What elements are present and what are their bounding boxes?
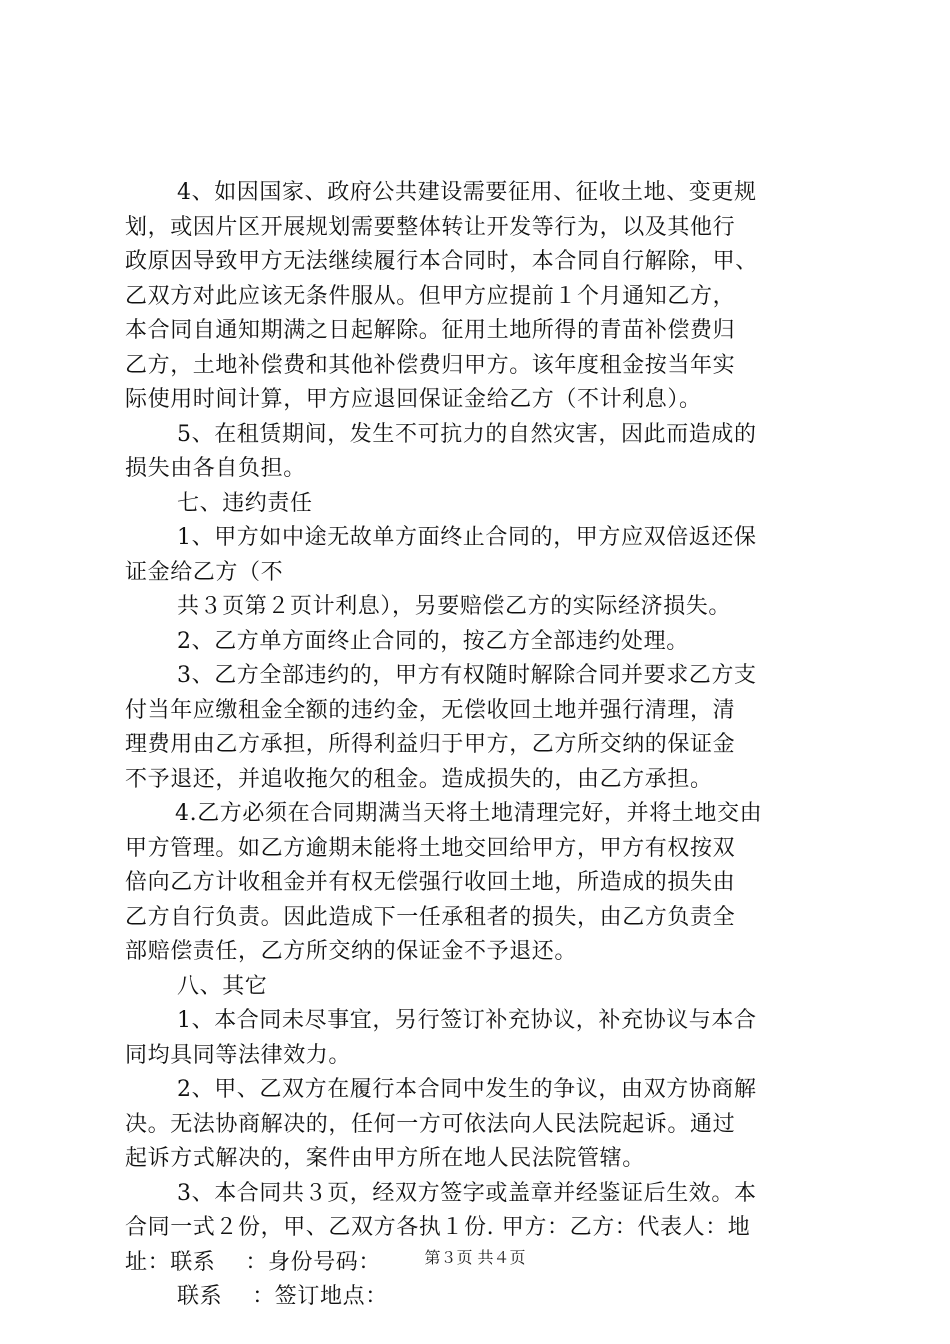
text-line: 4.乙方必须在合同期满当天将土地清理完好，并将土地交由 (175, 801, 763, 826)
text-line: 本合同自通知期满之日起解除。征用土地所得的青苗补偿费归 (125, 318, 736, 343)
contract-body (125, 176, 845, 1315)
text-line: 2、甲、乙双方在履行本合同中发生的争议，由双方协商解 (177, 1077, 757, 1102)
text-line: 乙方，土地补偿费和其他补偿费归甲方。该年度租金按当年实 (125, 352, 736, 378)
text-line: 3、本合同共３页，经双方签字或盖章并经鉴证后生效。本 (177, 1180, 757, 1206)
text-line: 3、乙方全部违约的，甲方有权随时解除合同并要求乙方支 (177, 663, 757, 688)
text-line: 证金给乙方（不 (125, 559, 284, 585)
signature-label: 联系 (177, 1284, 223, 1309)
text-line: 1、甲方如中途无故单方面终止合同的，甲方应双倍返还保 (177, 525, 757, 550)
text-line: 合同一式２份，甲、乙双方各执１份. 甲方：乙方：代表人：地 (125, 1215, 751, 1240)
text-line: 不予退还，并追收拖欠的租金。造成损失的，由乙方承担。 (125, 766, 713, 792)
text-line: 2、乙方单方面终止合同的，按乙方全部违约处理。 (177, 628, 689, 654)
signature-label: 址：联系 (125, 1249, 216, 1275)
page-footer: 第３页 共４页 (424, 1248, 526, 1267)
text-line: 1、本合同未尽事宜，另行签订补充协议，补充协议与本合 (177, 1008, 757, 1033)
text-line: 损失由各自负担。 (125, 456, 306, 481)
text-line: 乙双方对此应该无条件服从。但甲方应提前１个月通知乙方， (125, 283, 736, 309)
text-line: 划，或因片区开展规划需要整体转让开发等行为，以及其他行 (125, 214, 736, 240)
text-line: 决。无法协商解决的，任何一方可依法向人民法院起诉。通过 (125, 1111, 736, 1137)
text-line: 际使用时间计算，甲方应退回保证金给乙方（不计利息）。 (125, 387, 702, 412)
text-line: 乙方自行负责。因此造成下一任承租者的损失，由乙方负责全 (125, 904, 736, 930)
text-line: 共３页第２页计利息），另要赔偿乙方的实际经济损失。 (177, 594, 732, 619)
text-line: 4、如因国家、政府公共建设需要征用、征收土地、变更规 (177, 180, 757, 205)
signature-label: ：身份号码： (245, 1249, 382, 1275)
section-heading: 八、其它 (177, 973, 268, 999)
text-line: 付当年应缴租金全额的违约金，无偿收回土地并强行清理，清 (125, 697, 736, 723)
signature-label: ：签订地点： (252, 1284, 388, 1309)
text-line: 倍向乙方计收租金并有权无偿强行收回土地，所造成的损失由 (125, 870, 736, 895)
text-line: 甲方管理。如乙方逾期未能将土地交回给甲方，甲方有权按双 (125, 835, 736, 861)
section-heading: 七、违约责任 (177, 490, 313, 516)
text-line: 理费用由乙方承担，所得利益归于甲方，乙方所交纳的保证金 (125, 732, 736, 757)
text-line: 5、在租赁期间，发生不可抗力的自然灾害，因此而造成的 (177, 421, 757, 447)
text-line: 起诉方式解决的，案件由甲方所在地人民法院管辖。 (125, 1146, 645, 1171)
text-line: 部赔偿责任，乙方所交纳的保证金不予退还。 (125, 939, 578, 964)
signature-line (125, 1280, 845, 1315)
text-line: 同均具同等法律效力。 (125, 1042, 352, 1068)
text-line: 政原因导致甲方无法继续履行本合同时，本合同自行解除，甲、 (125, 249, 758, 274)
